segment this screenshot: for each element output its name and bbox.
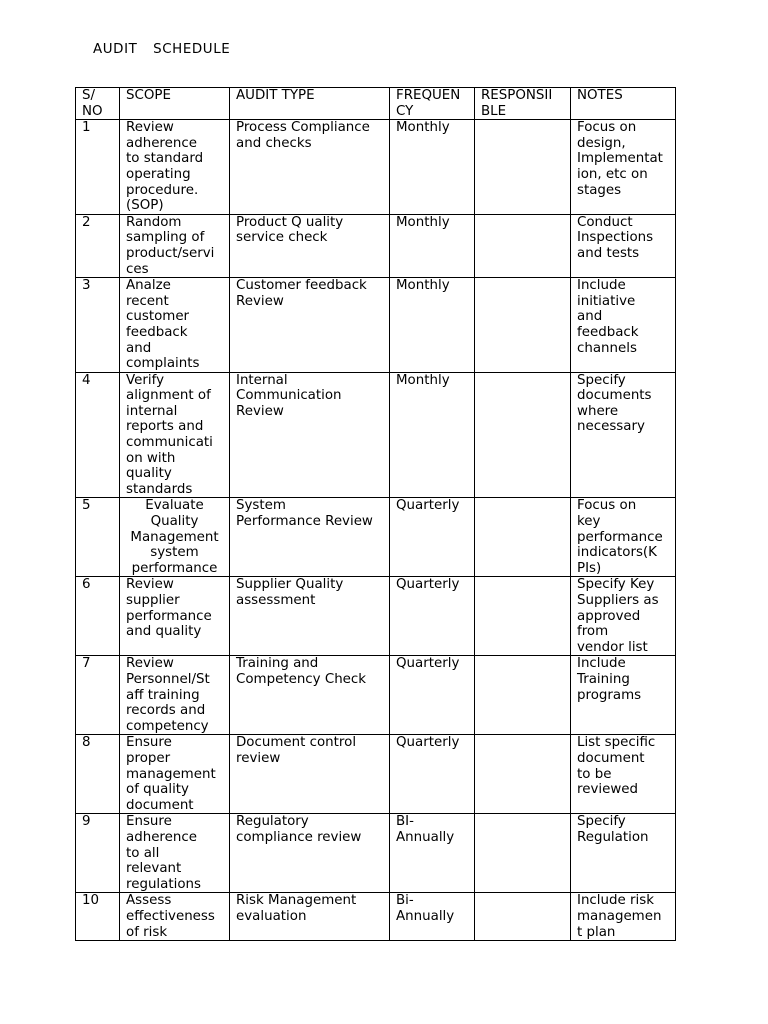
- cell-responsible: [475, 120, 571, 215]
- cell-notes: Specify documents where necessary: [571, 372, 676, 498]
- cell-responsible: [475, 278, 571, 373]
- cell-notes: Include Training programs: [571, 656, 676, 735]
- table-row: [76, 372, 676, 498]
- table-row: [76, 893, 676, 941]
- table-row: [76, 214, 676, 277]
- header-scope: SCOPE: [120, 88, 230, 120]
- cell-responsible: [475, 372, 571, 498]
- cell-frequency: Quarterly: [390, 656, 475, 735]
- cell-sno: 5: [76, 498, 120, 577]
- cell-scope: Ensure adherence to all relevant regulations: [120, 814, 230, 893]
- cell-scope: Verify alignment of internal reports and communicati on with quality standards: [120, 372, 230, 498]
- cell-scope: Evaluate Quality Management system performance: [120, 498, 230, 577]
- cell-sno: 8: [76, 735, 120, 814]
- cell-notes: Specify Key Suppliers as approved from vendor list: [571, 577, 676, 656]
- table-row: [76, 577, 676, 656]
- cell-frequency: Quarterly: [390, 577, 475, 656]
- cell-audit-type: Regulatory compliance review: [230, 814, 390, 893]
- cell-scope: Ensure proper management of quality document: [120, 735, 230, 814]
- cell-scope: Analze recent customer feedback and complaints: [120, 278, 230, 373]
- table-row: [76, 814, 676, 893]
- cell-scope: Assess effectiveness of risk: [120, 893, 230, 941]
- cell-sno: 9: [76, 814, 120, 893]
- cell-sno: 3: [76, 278, 120, 373]
- cell-frequency: Monthly: [390, 372, 475, 498]
- cell-sno: 7: [76, 656, 120, 735]
- cell-responsible: [475, 214, 571, 277]
- cell-responsible: [475, 814, 571, 893]
- cell-notes: List specific document to be reviewed: [571, 735, 676, 814]
- table-row: [76, 735, 676, 814]
- header-responsible: RESPONSII BLE: [475, 88, 571, 120]
- table-header-row: [76, 88, 676, 120]
- cell-frequency: Monthly: [390, 120, 475, 215]
- cell-audit-type: System Performance Review: [230, 498, 390, 577]
- cell-audit-type: Product Q uality service check: [230, 214, 390, 277]
- cell-notes: Focus on key performance indicators(K PIs): [571, 498, 676, 577]
- header-frequency: FREQUEN CY: [390, 88, 475, 120]
- cell-frequency: Monthly: [390, 214, 475, 277]
- cell-responsible: [475, 735, 571, 814]
- cell-sno: 2: [76, 214, 120, 277]
- cell-scope: Review supplier performance and quality: [120, 577, 230, 656]
- table-row: [76, 498, 676, 577]
- cell-scope: Random sampling of product/servi ces: [120, 214, 230, 277]
- cell-responsible: [475, 656, 571, 735]
- document-title: AUDIT SCHEDULE: [93, 42, 231, 57]
- audit-schedule-table: [75, 87, 676, 941]
- cell-audit-type: Supplier Quality assessment: [230, 577, 390, 656]
- cell-audit-type: Customer feedback Review: [230, 278, 390, 373]
- cell-sno: 1: [76, 120, 120, 215]
- cell-notes: Include initiative and feedback channels: [571, 278, 676, 373]
- cell-notes: Specify Regulation: [571, 814, 676, 893]
- cell-notes: Include risk managemen t plan: [571, 893, 676, 941]
- cell-audit-type: Risk Management evaluation: [230, 893, 390, 941]
- cell-frequency: Quarterly: [390, 498, 475, 577]
- header-notes: NOTES: [571, 88, 676, 120]
- cell-audit-type: Internal Communication Review: [230, 372, 390, 498]
- cell-audit-type: Process Compliance and checks: [230, 120, 390, 215]
- cell-scope: Review Personnel/St aff training records and competency: [120, 656, 230, 735]
- table-row: [76, 656, 676, 735]
- cell-sno: 4: [76, 372, 120, 498]
- cell-audit-type: Training and Competency Check: [230, 656, 390, 735]
- cell-frequency: BI- Annually: [390, 814, 475, 893]
- cell-sno: 10: [76, 893, 120, 941]
- cell-frequency: Monthly: [390, 278, 475, 373]
- cell-frequency: Bi- Annually: [390, 893, 475, 941]
- cell-audit-type: Document control review: [230, 735, 390, 814]
- table-row: [76, 120, 676, 215]
- cell-responsible: [475, 893, 571, 941]
- cell-notes: Focus on design, Implementat ion, etc on stages: [571, 120, 676, 215]
- cell-sno: 6: [76, 577, 120, 656]
- header-audit-type: AUDIT TYPE: [230, 88, 390, 120]
- cell-frequency: Quarterly: [390, 735, 475, 814]
- cell-scope: Review adherence to standard operating procedure. (SOP): [120, 120, 230, 215]
- table-row: [76, 278, 676, 373]
- cell-responsible: [475, 498, 571, 577]
- header-sno: S/ NO: [76, 88, 120, 120]
- cell-responsible: [475, 577, 571, 656]
- cell-notes: Conduct Inspections and tests: [571, 214, 676, 277]
